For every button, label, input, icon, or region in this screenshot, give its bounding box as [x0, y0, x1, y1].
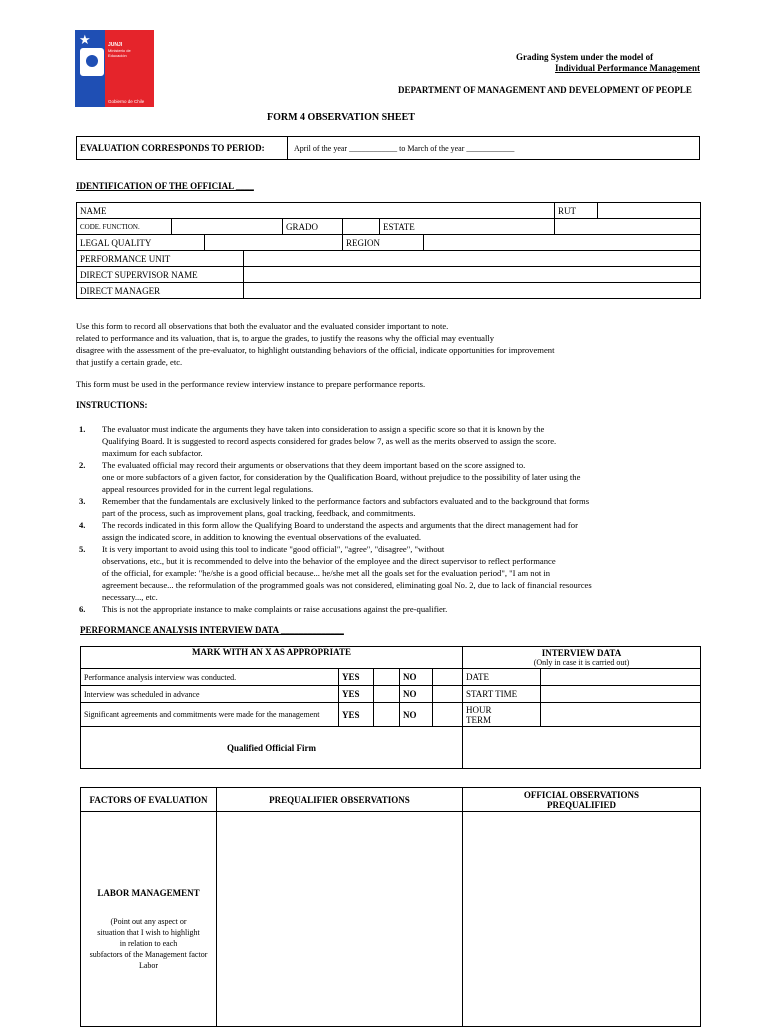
yes-checkbox-conducted[interactable]: [374, 669, 400, 686]
instructions-heading: INSTRUCTIONS:: [76, 400, 148, 410]
hour-term-label: [463, 703, 541, 727]
yes-checkbox-scheduled[interactable]: [374, 686, 400, 703]
yes-label: YES: [339, 669, 374, 686]
logo-text: JUNJI Ministerio de Educación: [108, 42, 131, 58]
period-table: [76, 136, 700, 160]
instructions-list: [76, 423, 680, 615]
question-agreements: Significant agreements and commitments were made for the management: [81, 703, 339, 727]
instruction-item: 6. This is not the appropriate instance to make complaints or raise accusations against the pre-qualifier.: [79, 604, 448, 614]
note-line: subfactors of the Management factor: [89, 949, 208, 959]
performance-unit-field[interactable]: [244, 251, 701, 267]
rut-label: RUT: [555, 203, 598, 219]
direct-manager-field[interactable]: [244, 283, 701, 299]
start-time-field[interactable]: [541, 686, 701, 703]
legal-quality-field[interactable]: [205, 235, 343, 251]
form-title: FORM 4 OBSERVATION SHEET: [267, 112, 415, 123]
period-value[interactable]: April of the year ____________ to March of the year ____________: [288, 137, 700, 160]
interview-table: [80, 646, 701, 769]
header-line2: Individual Performance Management: [555, 63, 700, 73]
institution-logo: [75, 30, 154, 107]
logo-blue-band: [75, 30, 105, 107]
note-line: Labor: [138, 960, 159, 970]
estate-label: ESTATE: [380, 219, 555, 235]
labor-management-cell: [81, 812, 217, 1027]
no-label: NO: [400, 669, 433, 686]
official-observations-line1: OFFICIAL OBSERVATIONS: [523, 789, 640, 800]
no-checkbox-agreements[interactable]: [433, 703, 463, 727]
interview-data-sub: (Only in case it is carried out): [533, 657, 630, 667]
no-label: NO: [400, 686, 433, 703]
date-field[interactable]: [541, 669, 701, 686]
department-title: DEPARTMENT OF MANAGEMENT AND DEVELOPMENT OF PEOPLE: [398, 85, 692, 95]
instruction-item: 5. It is very important to avoid using this tool to indicate "good official", "agree", "disagree", "without observations, etc., but it is recommended to delve into the behavior of the employee and the direct supervisor to reflect performance of the official, for example: "he/she is a good official because... he/she met all the goals set for the evaluation period", "I am not in agreement because... the reformulation of the programmed goals was not considered, eliminating goal No. 2, due to lack of financial resources necessary..., etc.: [79, 544, 592, 602]
yes-checkbox-agreements[interactable]: [374, 703, 400, 727]
official-observations-line2: PREQUALIFIED: [546, 799, 616, 810]
period-label: EVALUATION CORRESPONDS TO PERIOD:: [77, 137, 288, 160]
direct-manager-label: DIRECT MANAGER: [77, 283, 244, 299]
legal-quality-label: LEGAL QUALITY: [77, 235, 205, 251]
intro-line: disagree with the assessment of the pre-evaluator, to highlight outstanding behaviors of the official, indicate opportunities for improvement: [76, 345, 555, 355]
rut-field[interactable]: [598, 203, 701, 219]
firm-label: Qualified Official Firm: [227, 742, 316, 753]
grado-label: GRADO: [283, 219, 343, 235]
direct-supervisor-label: DIRECT SUPERVISOR NAME: [77, 267, 244, 283]
header-line1: Grading System under the model of: [516, 52, 654, 62]
hour-label: HOUR: [466, 704, 492, 715]
star-icon: ★: [79, 32, 91, 47]
identification-table: [76, 202, 701, 299]
direct-supervisor-field[interactable]: [244, 267, 701, 283]
factors-table: [80, 787, 701, 1027]
no-checkbox-scheduled[interactable]: [433, 686, 463, 703]
logo-government: Gobierno de Chile: [108, 99, 145, 104]
hour-term-field[interactable]: [541, 703, 701, 727]
estate-field[interactable]: [555, 219, 701, 235]
start-time-label: START TIME: [463, 686, 541, 703]
question-scheduled: Interview was scheduled in advance: [81, 686, 339, 703]
labor-management-note: [81, 916, 216, 971]
instruction-item: 1. The evaluator must indicate the arguments they have taken into consideration to assign a specific score so that it is known by the Qualifying Board. It is suggested to record aspects considered for grades below 7, as well as the merits observed to assign the score. maximum for each subfactor.: [79, 424, 557, 458]
code-function-label: CODE. FUNCTION.: [77, 219, 172, 235]
labor-management-label: LABOR MANAGEMENT: [97, 887, 200, 898]
no-label: NO: [400, 703, 433, 727]
intro-line: related to performance and its valuation, that is, to argue the grades, to justify the reasons why the official may eventually: [76, 333, 495, 343]
prequalifier-observations-field[interactable]: [217, 812, 463, 1027]
question-conducted: Performance analysis interview was conducted.: [81, 669, 339, 686]
intro-line: Use this form to record all observations that both the evaluator and the evaluated consider important to note.: [76, 321, 449, 331]
firm-signature-area[interactable]: [463, 727, 701, 769]
no-checkbox-conducted[interactable]: [433, 669, 463, 686]
instruction-item: 4. The records indicated in this form allow the Qualifying Board to understand the aspects and arguments that the direct management had for assign the indicated score, in addition to knowing the eventual observations of the evaluated.: [79, 520, 578, 542]
factors-header: FACTORS OF EVALUATION: [81, 788, 217, 812]
region-label: REGION: [343, 235, 424, 251]
official-observations-field[interactable]: [463, 812, 701, 1027]
firm-field[interactable]: [81, 727, 463, 769]
term-label: TERM: [466, 714, 492, 725]
instruction-item: 3. Remember that the fundamentals are exclusively linked to the performance factors and subfactors evaluated and to the background that forms part of the process, such as improvement plans, goal tracking, feedback, and commitments.: [79, 496, 590, 518]
date-label: DATE: [463, 669, 541, 686]
interview-data-header: [463, 647, 701, 669]
intro-paragraph: [76, 320, 680, 368]
seal-icon: [80, 48, 104, 76]
intro-line: that justify a certain grade, etc.: [76, 357, 183, 367]
note-line: (Point out any aspect or: [110, 916, 187, 926]
performance-unit-label: PERFORMANCE UNIT: [77, 251, 244, 267]
note-line: in relation to each: [119, 938, 178, 948]
interview-data-title: INTERVIEW DATA: [541, 647, 622, 658]
name-field[interactable]: NAME: [77, 203, 555, 219]
grado-field[interactable]: [343, 219, 380, 235]
intro-usage: This form must be used in the performance review interview instance to prepare performance reports.: [76, 379, 426, 389]
yes-label: YES: [339, 703, 374, 727]
mark-header: MARK WITH AN X AS APPROPRIATE: [81, 647, 463, 669]
code-function-field[interactable]: [172, 219, 283, 235]
prequalifier-header: PREQUALIFIER OBSERVATIONS: [217, 788, 463, 812]
interview-heading: PERFORMANCE ANALYSIS INTERVIEW DATA ______________: [80, 625, 344, 635]
yes-label: YES: [339, 686, 374, 703]
region-field[interactable]: [424, 235, 701, 251]
instruction-item: 2. The evaluated official may record their arguments or observations that they deem important based on the score assigned to. one or more subfactors of a given factor, for consideration by the Qualification Board, without prejudice to the possibility of later using the appeal resources provided for in the current legal regulations.: [79, 460, 581, 494]
identification-heading: IDENTIFICATION OF THE OFFICIAL ____: [76, 181, 254, 191]
note-line: situation that I wish to highlight: [97, 927, 200, 937]
official-observations-header: [463, 788, 701, 812]
